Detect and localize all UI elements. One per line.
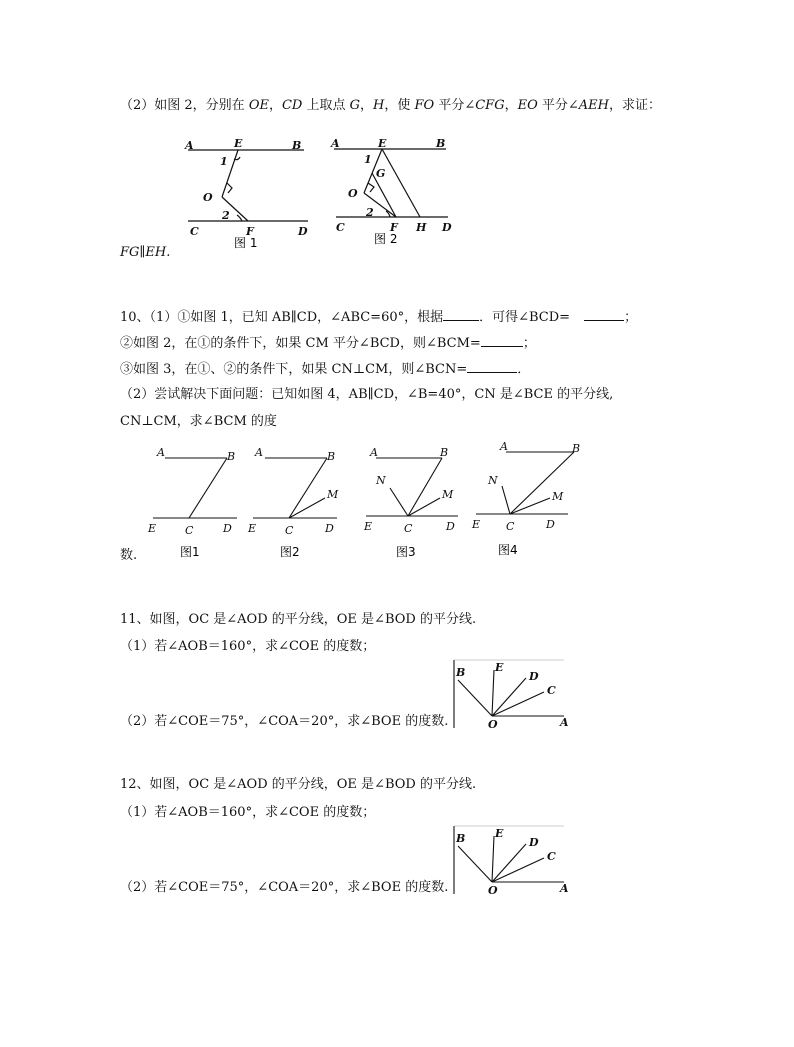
- label-b: B: [436, 137, 446, 150]
- text: ；: [624, 310, 638, 325]
- var: AEH: [578, 98, 610, 113]
- ray-oe: [492, 836, 494, 882]
- q12-figure: [452, 824, 577, 899]
- text: ，: [360, 98, 374, 113]
- label-c: C: [336, 221, 345, 234]
- label-a: A: [157, 446, 165, 459]
- text: ③如图 3，在①、②的条件下，如果 CN⊥CM，则∠BCN=: [120, 362, 468, 377]
- ray-oe: [492, 670, 494, 716]
- q9-part2-text: [120, 98, 661, 114]
- label-d: D: [446, 520, 455, 533]
- text: ，求证：: [609, 98, 662, 113]
- q10-figure-2: [245, 442, 345, 562]
- ray-ob: [458, 680, 492, 716]
- label-d: D: [529, 670, 539, 683]
- q11-figure: [452, 658, 577, 733]
- q9-figure-2: [328, 135, 468, 250]
- label-2: 2: [366, 206, 374, 219]
- var: EO: [517, 98, 538, 113]
- line-cn: [502, 486, 510, 514]
- line-bc: [408, 458, 442, 516]
- label-e: E: [234, 137, 243, 150]
- label-e: E: [495, 661, 504, 674]
- answer-blank-1[interactable]: [443, 308, 479, 321]
- var: G: [349, 98, 361, 113]
- answer-blank-3[interactable]: [481, 334, 523, 347]
- q10-figure-3: [362, 442, 467, 562]
- text: ，: [268, 98, 282, 113]
- label-e: E: [148, 522, 157, 535]
- label-o: O: [348, 187, 358, 200]
- label-m: M: [327, 488, 339, 501]
- label-d: D: [325, 522, 334, 535]
- label-b: B: [456, 666, 466, 679]
- label-g: G: [376, 167, 386, 180]
- label-c: C: [190, 225, 199, 238]
- text: ②如图 2，在①的条件下，如果 CM 平分∠BCD，则∠BCM=: [120, 336, 481, 351]
- text: （2）如图 2，分别在: [120, 98, 249, 113]
- q10-line-2: [120, 334, 536, 352]
- text: ，: [504, 98, 518, 113]
- figure-caption: 图4: [498, 543, 518, 557]
- label-f: F: [390, 221, 398, 234]
- figure-caption: 图1: [180, 545, 200, 559]
- label-e: E: [364, 520, 373, 533]
- label-a: A: [185, 139, 194, 152]
- label-b: B: [227, 450, 236, 463]
- label-d: D: [529, 836, 539, 849]
- q10-line-5: CN⊥CM，求∠BCM 的度: [120, 414, 277, 429]
- label-d: D: [546, 518, 555, 531]
- ray-oc: [492, 692, 544, 716]
- label-2: 2: [222, 209, 230, 222]
- q12-title: 12、如图，OC 是∠AOD 的平分线，OE 是∠BOD 的平分线.: [120, 777, 477, 792]
- label-a: A: [560, 716, 569, 729]
- var: FO: [414, 98, 435, 113]
- label-a: A: [255, 446, 263, 459]
- label-e: E: [248, 522, 257, 535]
- label-e: E: [472, 518, 481, 531]
- label-b: B: [292, 139, 302, 152]
- var: H: [373, 98, 385, 113]
- right-angle-mark: [227, 183, 232, 193]
- label-c: C: [547, 850, 556, 863]
- line-cm: [289, 498, 325, 518]
- line-cn: [390, 488, 408, 516]
- line-eh: [382, 149, 420, 217]
- line-bc: [510, 452, 574, 514]
- label-e: E: [378, 137, 387, 150]
- label-c: C: [404, 522, 413, 535]
- figure-caption: 图 2: [374, 232, 398, 246]
- label-a: A: [331, 137, 340, 150]
- text: ．可得∠BCD=: [479, 310, 571, 325]
- label-n: N: [488, 474, 498, 487]
- text: ．: [517, 362, 531, 377]
- label-f: F: [246, 225, 254, 238]
- label-h: H: [416, 221, 427, 234]
- text: 平分∠: [537, 98, 579, 113]
- q11-title: 11、如图，OC 是∠AOD 的平分线，OE 是∠BOD 的平分线.: [120, 612, 477, 627]
- label-n: N: [376, 474, 386, 487]
- q10-line-4: （2）尝试解决下面问题：已知如图 4，AB∥CD，∠B=40°，CN 是∠BCE 的平分线,: [120, 387, 614, 402]
- label-1: 1: [220, 155, 228, 168]
- q10-figure-4: [470, 436, 585, 556]
- right-angle-mark: [368, 183, 374, 192]
- label-d: D: [442, 221, 452, 234]
- label-m: M: [552, 490, 564, 503]
- q10-line-3: [120, 360, 530, 378]
- label-c: C: [285, 524, 294, 537]
- q10-figure-1: [145, 442, 240, 562]
- label-a: A: [560, 882, 569, 895]
- label-e: E: [495, 827, 504, 840]
- figure-caption: 图2: [280, 545, 300, 559]
- q12-part-1: （1）若∠AOB＝160°，求∠COE 的度数；: [120, 805, 376, 820]
- var: CFG: [475, 98, 505, 113]
- label-m: M: [442, 488, 454, 501]
- text: 平分∠: [434, 98, 476, 113]
- text: 10、（1）①如图 1，已知 AB∥CD，∠ABC=60°，根据: [120, 310, 444, 325]
- label-1: 1: [364, 153, 372, 166]
- answer-blank-2[interactable]: [584, 308, 624, 321]
- label-a: A: [370, 446, 378, 459]
- text: ，使: [384, 98, 415, 113]
- ray-ob: [458, 846, 492, 882]
- angle-2-arc: [237, 215, 242, 221]
- label-o: O: [488, 884, 498, 897]
- q9-figure-1: [182, 135, 322, 250]
- q11-part-2: （2）若∠COE＝75°，∠COA＝20°，求∠BOE 的度数.: [120, 714, 449, 729]
- label-b: B: [327, 450, 336, 463]
- label-b: B: [440, 446, 449, 459]
- q11-part-1: （1）若∠AOB＝160°，求∠COE 的度数；: [120, 639, 376, 654]
- figure-caption: 图 1: [234, 236, 258, 250]
- ray-od: [492, 844, 526, 882]
- answer-blank-4[interactable]: [467, 360, 517, 373]
- q9-conclusion: FG∥EH.: [120, 245, 171, 260]
- var: CD: [281, 98, 303, 113]
- text: 上取点: [302, 98, 350, 113]
- ray-od: [492, 678, 526, 716]
- line-bc: [189, 458, 227, 518]
- label-a: A: [500, 440, 508, 453]
- label-d: D: [298, 225, 308, 238]
- label-o: O: [203, 191, 213, 204]
- label-b: B: [456, 832, 466, 845]
- figure-caption: 图3: [396, 545, 416, 559]
- label-c: C: [547, 684, 556, 697]
- q10-line-6: 数.: [120, 548, 138, 563]
- text: ；: [522, 336, 536, 351]
- label-c: C: [185, 524, 194, 537]
- q10-line-1: [120, 308, 637, 326]
- label-d: D: [223, 522, 232, 535]
- line-bc: [289, 458, 327, 518]
- ray-oc: [492, 858, 544, 882]
- q12-part-2: （2）若∠COE＝75°，∠COA＝20°，求∠BOE 的度数.: [120, 880, 449, 895]
- var: OE: [248, 98, 269, 113]
- label-b: B: [572, 442, 581, 455]
- label-c: C: [506, 520, 515, 533]
- line-cm: [510, 498, 550, 514]
- label-o: O: [488, 718, 498, 731]
